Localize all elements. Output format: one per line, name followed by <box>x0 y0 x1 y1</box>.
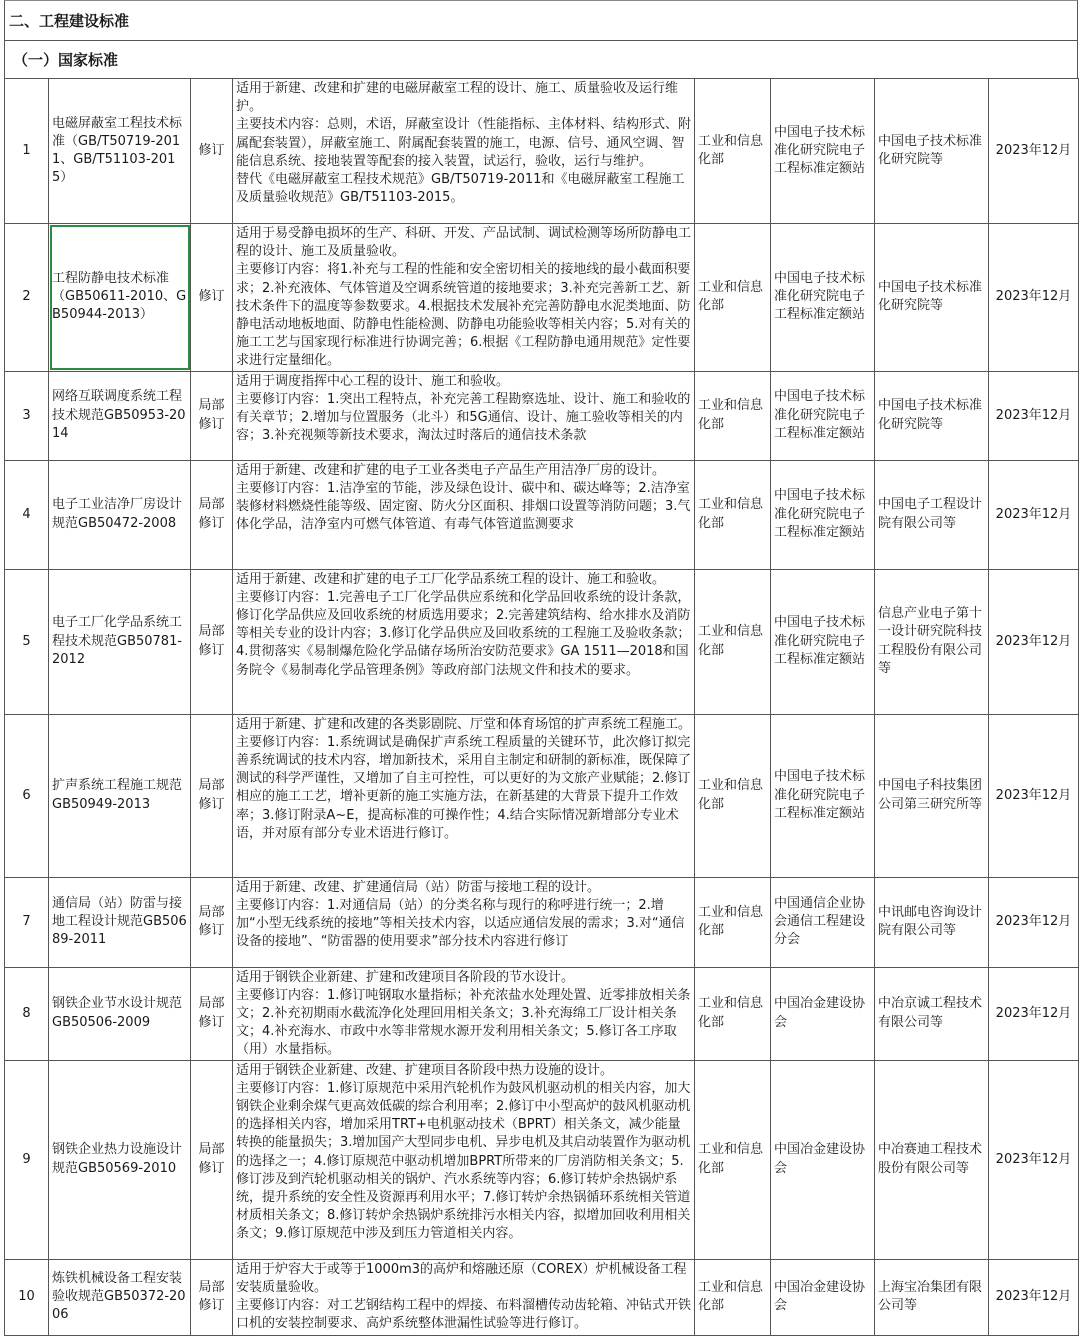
department-cell[interactable]: 工业和信息化部 <box>695 1259 771 1335</box>
table-row <box>5 460 1079 569</box>
revision-type-cell[interactable]: 局部修订 <box>191 371 233 460</box>
description-paragraph: 适用于调度指挥中心工程的设计、施工和验收。 <box>236 373 510 389</box>
description-paragraph: 适用于新建、改建和扩建的电磁屏蔽室工程的设计、施工、质量验收及运行维护。 <box>236 81 679 115</box>
table-row <box>5 224 1079 372</box>
table-row <box>5 79 1079 224</box>
description-cell[interactable] <box>233 460 695 569</box>
row-number-cell[interactable]: 4 <box>5 460 49 569</box>
subsection-title: （一）国家标准 <box>4 40 1078 78</box>
managing-organization-cell[interactable]: 中国冶金建设协会 <box>771 1259 875 1335</box>
completion-date-cell[interactable]: 2023年12月 <box>989 714 1079 877</box>
description-cell[interactable] <box>233 569 695 714</box>
drafting-unit-cell[interactable]: 上海宝冶集团有限公司等 <box>875 1259 989 1335</box>
row-number-cell[interactable]: 2 <box>5 224 49 372</box>
managing-organization-cell[interactable]: 中国电子技术标准化研究院电子工程标准定额站 <box>771 569 875 714</box>
row-number-cell[interactable]: 1 <box>5 79 49 224</box>
managing-organization-cell[interactable]: 中国电子技术标准化研究院电子工程标准定额站 <box>771 460 875 569</box>
managing-organization-cell[interactable]: 中国电子技术标准化研究院电子工程标准定额站 <box>771 79 875 224</box>
revision-type-cell[interactable]: 局部修订 <box>191 967 233 1060</box>
description-paragraph: 主要技术内容：总则，术语，屏蔽室设计（性能指标、主体材料、结构形式、附属配套装置），屏蔽室施工、附属配套装置的施工，电源、信号、通风空调、智能信息系统、接地装置等配套的接入装置，试运行，验收，运行与维护。 <box>236 117 692 169</box>
drafting-unit-cell[interactable]: 中国电子技术标准化研究院等 <box>875 371 989 460</box>
description-paragraph: 适用于钢铁企业新建、改建、扩建项目各阶段中热力设施的设计。 <box>236 1062 614 1078</box>
description-paragraph: 主要修订内容：1.完善电子工厂化学品供应系统和化学品回收系统的设计条款，修订化学品供应及回收系统的材质选用要求；2.完善建筑结构、给水排水及消防等相关专业的设计内容；3.修订化学品供应及回收系统的工程施工及验收条款；4.贯彻落实《易制爆危险化学品储存场所治安防范要求》GA 1511—2018和国务院令《易制毒化学品管理条例》等政府部门法规文件和技术的要求。 <box>236 589 691 678</box>
description-cell[interactable] <box>233 371 695 460</box>
completion-date-cell[interactable]: 2023年12月 <box>989 569 1079 714</box>
description-paragraph: 主要修订内容：1.洁净室的节能，涉及绿色设计、碳中和、碳达峰等；2.洁净室装修材料燃烧性能等级、固定窗、防火分区面积、排烟口设置等消防问题；3.气体化学品，洁净室内可燃气体管道、有毒气体管道监测要求 <box>236 480 691 533</box>
revision-type-cell[interactable]: 修订 <box>191 224 233 372</box>
standard-name-cell[interactable]: 通信局（站）防雷与接地工程设计规范GB50689-2011 <box>49 877 191 967</box>
description-cell[interactable] <box>233 714 695 877</box>
standard-name-cell[interactable]: 钢铁企业热力设施设计规范GB50569-2010 <box>49 1060 191 1259</box>
description-paragraph: 适用于新建、改建、扩建通信局（站）防雷与接地工程的设计。 <box>236 879 601 895</box>
standard-name-cell[interactable]: 工程防静电技术标准（GB50611-2010、GB50944-2013） <box>49 224 191 372</box>
completion-date-cell[interactable]: 2023年12月 <box>989 967 1079 1060</box>
description-paragraph: 主要修订内容：1.对通信局（站）的分类名称与现行的称呼进行统一；2.增加“小型无线系统的接地”等相关技术内容，以适应通信发展的需求；3.对“通信设备的接地”、“防雷器的使用要求”部分技术内容进行修订 <box>236 897 685 950</box>
description-paragraph: 适用于新建、扩建和改建的各类影剧院、厅堂和体育场馆的扩声系统工程施工。 <box>236 716 692 732</box>
description-paragraph: 适用于新建、改建和扩建的电子工业各类电子产品生产用洁净厂房的设计。 <box>236 462 666 478</box>
revision-type-cell[interactable]: 修订 <box>191 79 233 224</box>
table-row <box>5 714 1079 877</box>
row-number-cell[interactable]: 5 <box>5 569 49 714</box>
description-cell[interactable] <box>233 1060 695 1259</box>
drafting-unit-cell[interactable]: 中讯邮电咨询设计院有限公司等 <box>875 877 989 967</box>
completion-date-cell[interactable]: 2023年12月 <box>989 371 1079 460</box>
row-number-cell[interactable]: 10 <box>5 1259 49 1335</box>
table-row <box>5 1060 1079 1259</box>
table-body <box>5 79 1079 1336</box>
row-number-cell[interactable]: 3 <box>5 371 49 460</box>
row-number-cell[interactable]: 6 <box>5 714 49 877</box>
completion-date-cell[interactable]: 2023年12月 <box>989 877 1079 967</box>
description-cell[interactable] <box>233 79 695 224</box>
drafting-unit-cell[interactable]: 信息产业电子第十一设计研究院科技工程股份有限公司等 <box>875 569 989 714</box>
table-row <box>5 371 1079 460</box>
department-cell[interactable]: 工业和信息化部 <box>695 460 771 569</box>
description-cell[interactable] <box>233 877 695 967</box>
managing-organization-cell[interactable]: 中国冶金建设协会 <box>771 967 875 1060</box>
spreadsheet <box>4 0 1078 1336</box>
revision-type-cell[interactable]: 局部修订 <box>191 1259 233 1335</box>
description-paragraph: 主要修订内容：1.修订原规范中采用汽轮机作为鼓风机驱动机的相关内容，加大钢铁企业剩余煤气更高效低碳的综合利用率；2.修订中小型高炉的鼓风机驱动机的选择相关内容，增加采用TRT+电机驱动技术（BPRT）相关条文，减少能量转换的能量损失；3.增加国产大型同步电机、异步电机及其启动装置作为驱动机的选择之一；4.修订原规范中驱动机增加BPRT所带来的厂房消防相关条文；5.修订涉及到汽轮机驱动相关的锅炉、汽水系统等内容；6.修订转炉余热锅炉系统，提升系统的安全性及资源再利用水平；7.修订转炉余热锅循环系统相关管道材质相关条文；8.修订转炉余热锅炉系统排污水相关内容，拟增加回收利用相关条文；9.修订原规范中涉及到压力管道相关内容。 <box>236 1080 691 1242</box>
drafting-unit-cell[interactable]: 中国电子科技集团公司第三研究所等 <box>875 714 989 877</box>
standards-table <box>4 78 1079 1336</box>
table-row <box>5 569 1079 714</box>
description-paragraph: 适用于新建、改建和扩建的电子工厂化学品系统工程的设计、施工和验收。 <box>236 571 666 587</box>
description-paragraph: 主要修订内容：对工艺钢结构工程中的焊接、布料溜槽传动齿轮箱、冲钻式开铁口机的安装控制要求、高炉系统整体泄漏性试验等进行修订。 <box>236 1298 692 1332</box>
standard-name-cell[interactable]: 炼铁机械设备工程安装验收规范GB50372-2006 <box>49 1259 191 1335</box>
description-paragraph: 适用于易受静电损坏的生产、科研、开发、产品试制、调试检测等场所防静电工程的设计、施工及质量验收。 <box>236 226 692 260</box>
department-cell[interactable]: 工业和信息化部 <box>695 714 771 877</box>
revision-type-cell[interactable]: 局部修订 <box>191 714 233 877</box>
section-title: 二、工程建设标准 <box>4 0 1078 40</box>
completion-date-cell[interactable]: 2023年12月 <box>989 1060 1079 1259</box>
managing-organization-cell[interactable]: 中国电子技术标准化研究院电子工程标准定额站 <box>771 224 875 372</box>
completion-date-cell[interactable]: 2023年12月 <box>989 1259 1079 1335</box>
description-paragraph: 主要修订内容：将1.补充与工程的性能和安全密切相关的接地线的最小截面积要求；2.补充液体、气体管道及空调系统管道的接地要求；3.补充完善新工艺、新技术条件下的温度等参数要求。4.根据技术发展补充完善防静电水泥类地面、防静电活动地板地面、防静电性能检测、防静电功能验收等相关内容；5.对有关的施工工艺与国家现行标准进行协调完善；6.根据《工程防静电通用规范》定性要求进行定量细化。 <box>236 262 691 369</box>
revision-type-cell[interactable]: 局部修订 <box>191 1060 233 1259</box>
drafting-unit-cell[interactable]: 中冶京诚工程技术有限公司等 <box>875 967 989 1060</box>
standard-name-cell[interactable]: 电子工厂化学品系统工程技术规范GB50781-2012 <box>49 569 191 714</box>
table-row <box>5 877 1079 967</box>
description-paragraph: 替代《电磁屏蔽室工程技术规范》GB/T50719-2011和《电磁屏蔽室工程施工及质量验收规范》GB/T51103-2015。 <box>236 172 685 206</box>
row-number-cell[interactable]: 7 <box>5 877 49 967</box>
department-cell[interactable]: 工业和信息化部 <box>695 877 771 967</box>
completion-date-cell[interactable]: 2023年12月 <box>989 79 1079 224</box>
description-paragraph: 主要修订内容：1.系统调试是确保扩声系统工程质量的关键环节，此次修订拟完善系统调试的技术内容，增加新技术，采用自主制定和研制的新标准，既保障了测试的科学严谨性，又增加了自主可控性，可以更好的为文旅产业赋能；2.修订相应的施工工艺，增补更新的施工实施方法，在新基建的大背景下提升工作效率；3.修订附录A~E，提高标准的可操作性；4.结合实际情况新增部分专业术语，并对原有部分专业术语进行修订。 <box>236 734 692 841</box>
row-number-cell[interactable]: 9 <box>5 1060 49 1259</box>
row-number-cell[interactable]: 8 <box>5 967 49 1060</box>
revision-type-cell[interactable]: 局部修订 <box>191 460 233 569</box>
drafting-unit-cell[interactable]: 中国电子技术标准化研究院等 <box>875 224 989 372</box>
drafting-unit-cell[interactable]: 中国电子技术标准化研究院等 <box>875 79 989 224</box>
department-cell[interactable]: 工业和信息化部 <box>695 79 771 224</box>
department-cell[interactable]: 工业和信息化部 <box>695 569 771 714</box>
description-paragraph: 主要修订内容：1.突出工程特点，补充完善工程勘察选址、设计、施工和验收的有关章节；2.增加与位置服务（北斗）和5G通信、设计、施工验收等相关的内容；3.补充视频等新技术要求，淘汰过时落后的通信技术条款 <box>236 391 691 444</box>
standard-name-cell[interactable]: 电磁屏蔽室工程技术标准（GB/T50719-2011、GB/T51103-2015） <box>49 79 191 224</box>
managing-organization-cell[interactable]: 中国通信企业协会通信工程建设分会 <box>771 877 875 967</box>
standard-name-cell[interactable]: 钢铁企业节水设计规范GB50506-2009 <box>49 967 191 1060</box>
table-row <box>5 967 1079 1060</box>
description-paragraph: 适用于炉容大于或等于1000m3的高炉和熔融还原（COREX）炉机械设备工程安装质量验收。 <box>236 1261 687 1295</box>
managing-organization-cell[interactable]: 中国冶金建设协会 <box>771 1060 875 1259</box>
standard-name-cell[interactable]: 扩声系统工程施工规范GB50949-2013 <box>49 714 191 877</box>
description-cell[interactable] <box>233 967 695 1060</box>
revision-type-cell[interactable]: 局部修订 <box>191 569 233 714</box>
department-cell[interactable]: 工业和信息化部 <box>695 967 771 1060</box>
department-cell[interactable]: 工业和信息化部 <box>695 371 771 460</box>
description-paragraph: 主要修订内容：1.修订吨钢取水量指标；补充浓盐水处理处置、近零排放相关条文；2.补充初期雨水截流净化处理回用相关条文；3.补充海绵工厂设计相关条文；4.补充海水、市政中水等非常规水源开发利用相关条文；5.修订各工序取（用）水量指标。 <box>236 987 691 1058</box>
description-cell[interactable] <box>233 224 695 372</box>
standard-name-cell[interactable]: 电子工业洁净厂房设计规范GB50472-2008 <box>49 460 191 569</box>
drafting-unit-cell[interactable]: 中国电子工程设计院有限公司等 <box>875 460 989 569</box>
completion-date-cell[interactable]: 2023年12月 <box>989 224 1079 372</box>
managing-organization-cell[interactable]: 中国电子技术标准化研究院电子工程标准定额站 <box>771 371 875 460</box>
department-cell[interactable]: 工业和信息化部 <box>695 224 771 372</box>
drafting-unit-cell[interactable]: 中冶赛迪工程技术股份有限公司等 <box>875 1060 989 1259</box>
managing-organization-cell[interactable]: 中国电子技术标准化研究院电子工程标准定额站 <box>771 714 875 877</box>
completion-date-cell[interactable]: 2023年12月 <box>989 460 1079 569</box>
description-paragraph: 适用于钢铁企业新建、扩建和改建项目各阶段的节水设计。 <box>236 969 575 985</box>
standard-name-cell[interactable]: 网络互联调度系统工程技术规范GB50953-2014 <box>49 371 191 460</box>
revision-type-cell[interactable]: 局部修订 <box>191 877 233 967</box>
department-cell[interactable]: 工业和信息化部 <box>695 1060 771 1259</box>
